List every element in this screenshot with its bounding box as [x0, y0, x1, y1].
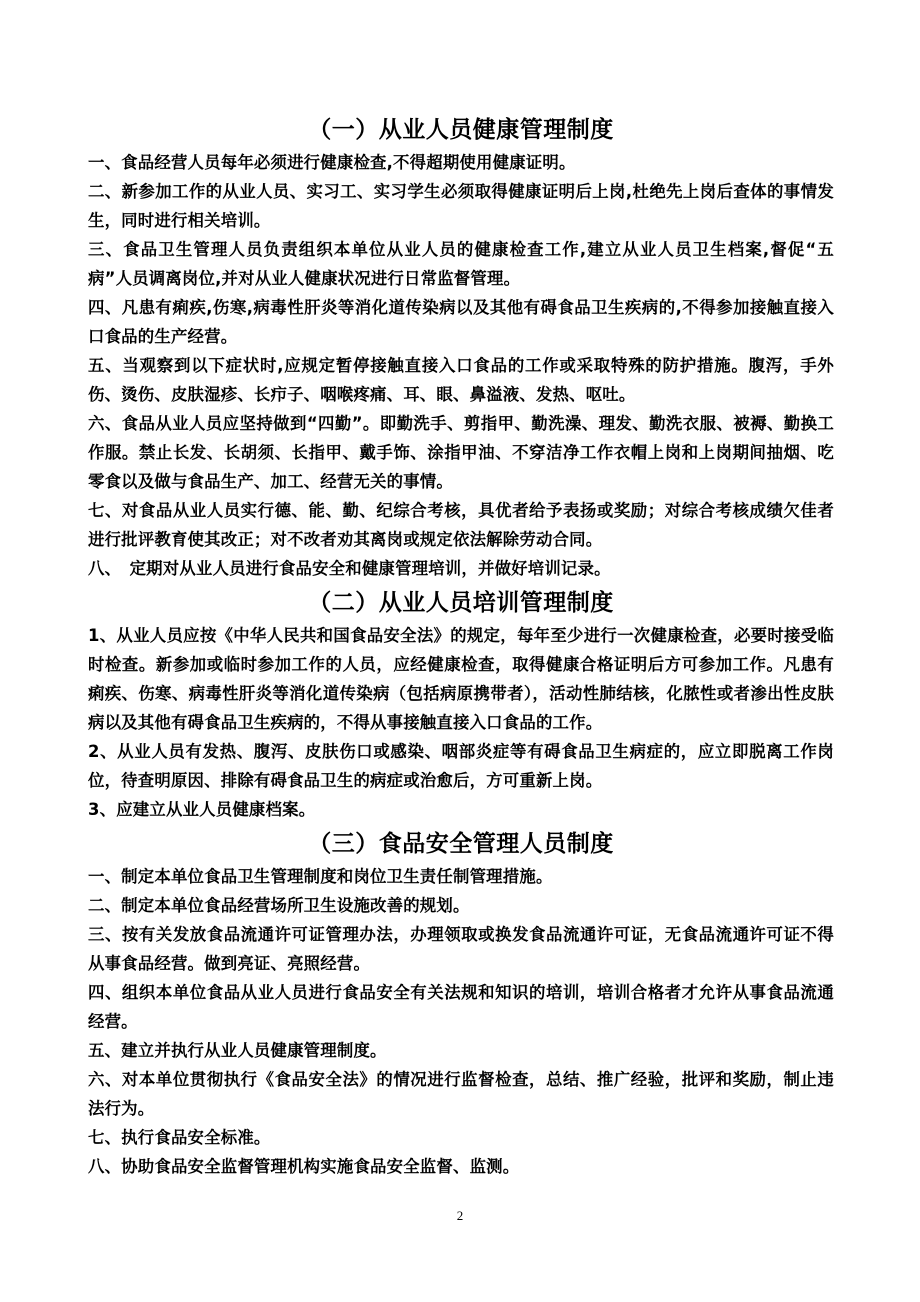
section-safety-manager [88, 826, 834, 1181]
paragraph: 八、协助食品安全监督管理机构实施食品安全监督、监测。 [88, 1157, 520, 1176]
paragraph: 3、应建立从业人员健康档案。 [88, 800, 316, 819]
paragraph: 四、凡患有痢疾,伤寒,病毒性肝炎等消化道传染病以及其他有碍食品卫生疾病的,不得参加接触直接入口食品的生产经营。 [88, 298, 834, 346]
paragraph: 一、食品经营人员每年必须进行健康检查,不得超期使用健康证明。 [88, 153, 576, 172]
section-training-management [88, 585, 834, 824]
paragraph: 七、执行食品安全标准。 [88, 1128, 271, 1147]
paragraph: 七、对食品从业人员实行德、能、勤、纪综合考核，具优者给予表扬或奖励；对综合考核成绩欠佳者进行批评教育使其改正；对不改者劝其离岗或规定依法解除劳动合同。 [88, 501, 834, 549]
document-body [88, 112, 834, 1181]
section-title: （二）从业人员培训管理制度 [308, 590, 614, 616]
paragraph: 一、制定本单位食品卫生管理制度和岗位卫生责任制管理措施。 [88, 867, 553, 886]
page-number: 2 [456, 1208, 464, 1223]
paragraph: 三、食品卫生管理人员负责组织本单位从业人员的健康检查工作,建立从业人员卫生档案,督促“五病”人员调离岗位,并对从业人健康状况进行日常监督管理。 [88, 240, 834, 288]
paragraph: 二、新参加工作的从业人员、实习工、实习学生必须取得健康证明后上岗,杜绝先上岗后查体的事情发生，同时进行相关培训。 [88, 182, 834, 230]
paragraph: 2、从业人员有发热、腹泻、皮肤伤口或感染、咽部炎症等有碍食品卫生病症的，应立即脱离工作岗位，待查明原因、排除有碍食品卫生的病症或治愈后，方可重新上岗。 [88, 742, 834, 790]
paragraph: 三、按有关发放食品流通许可证管理办法，办理领取或换发食品流通许可证，无食品流通许可证不得从事食品经营。做到亮证、亮照经营。 [88, 925, 834, 973]
section-title: （三）食品安全管理人员制度 [308, 831, 614, 857]
paragraph: 四、组织本单位食品从业人员进行食品安全有关法规和知识的培训，培训合格者才允许从事食品流通经营。 [88, 983, 834, 1031]
section-title: （一）从业人员健康管理制度 [308, 117, 614, 143]
paragraph: 五、当观察到以下症状时,应规定暂停接触直接入口食品的工作或采取特殊的防护措施。腹泻，手外伤、烫伤、皮肤湿疹、长疖子、咽喉疼痛、耳、眼、鼻溢液、发热、呕吐。 [88, 356, 834, 404]
paragraph: 六、食品从业人员应坚持做到“四勤”。即勤洗手、剪指甲、勤洗澡、理发、勤洗衣服、被褥、勤换工作服。禁止长发、长胡须、长指甲、戴手饰、涂指甲油、不穿洁净工作衣帽上岗和上岗期间抽烟、吃零食以及做与食品生产、加工、经营无关的事情。 [88, 414, 834, 491]
section-health-management [88, 112, 834, 583]
paragraph: 六、对本单位贯彻执行《食品安全法》的情况进行监督检查，总结、推广经验，批评和奖励，制止违法行为。 [88, 1070, 834, 1118]
paragraph: 五、建立并执行从业人员健康管理制度。 [88, 1041, 387, 1060]
paragraph: 1、从业人员应按《中华人民共和国食品安全法》的规定，每年至少进行一次健康检查，必要时接受临时检查。新参加或临时参加工作的人员，应经健康检查，取得健康合格证明后方可参加工作。凡患有痢疾、伤寒、病毒性肝炎等消化道传染病（包括病原携带者），活动性肺结核，化脓性或者渗出性皮肤病以及其他有碍食品卫生疾病的，不得从事接触直接入口食品的工作。 [88, 626, 834, 732]
paragraph: 八、 定期对从业人员进行食品安全和健康管理培训，并做好培训记录。 [88, 559, 611, 578]
paragraph: 二、制定本单位食品经营场所卫生设施改善的规划。 [88, 896, 470, 915]
